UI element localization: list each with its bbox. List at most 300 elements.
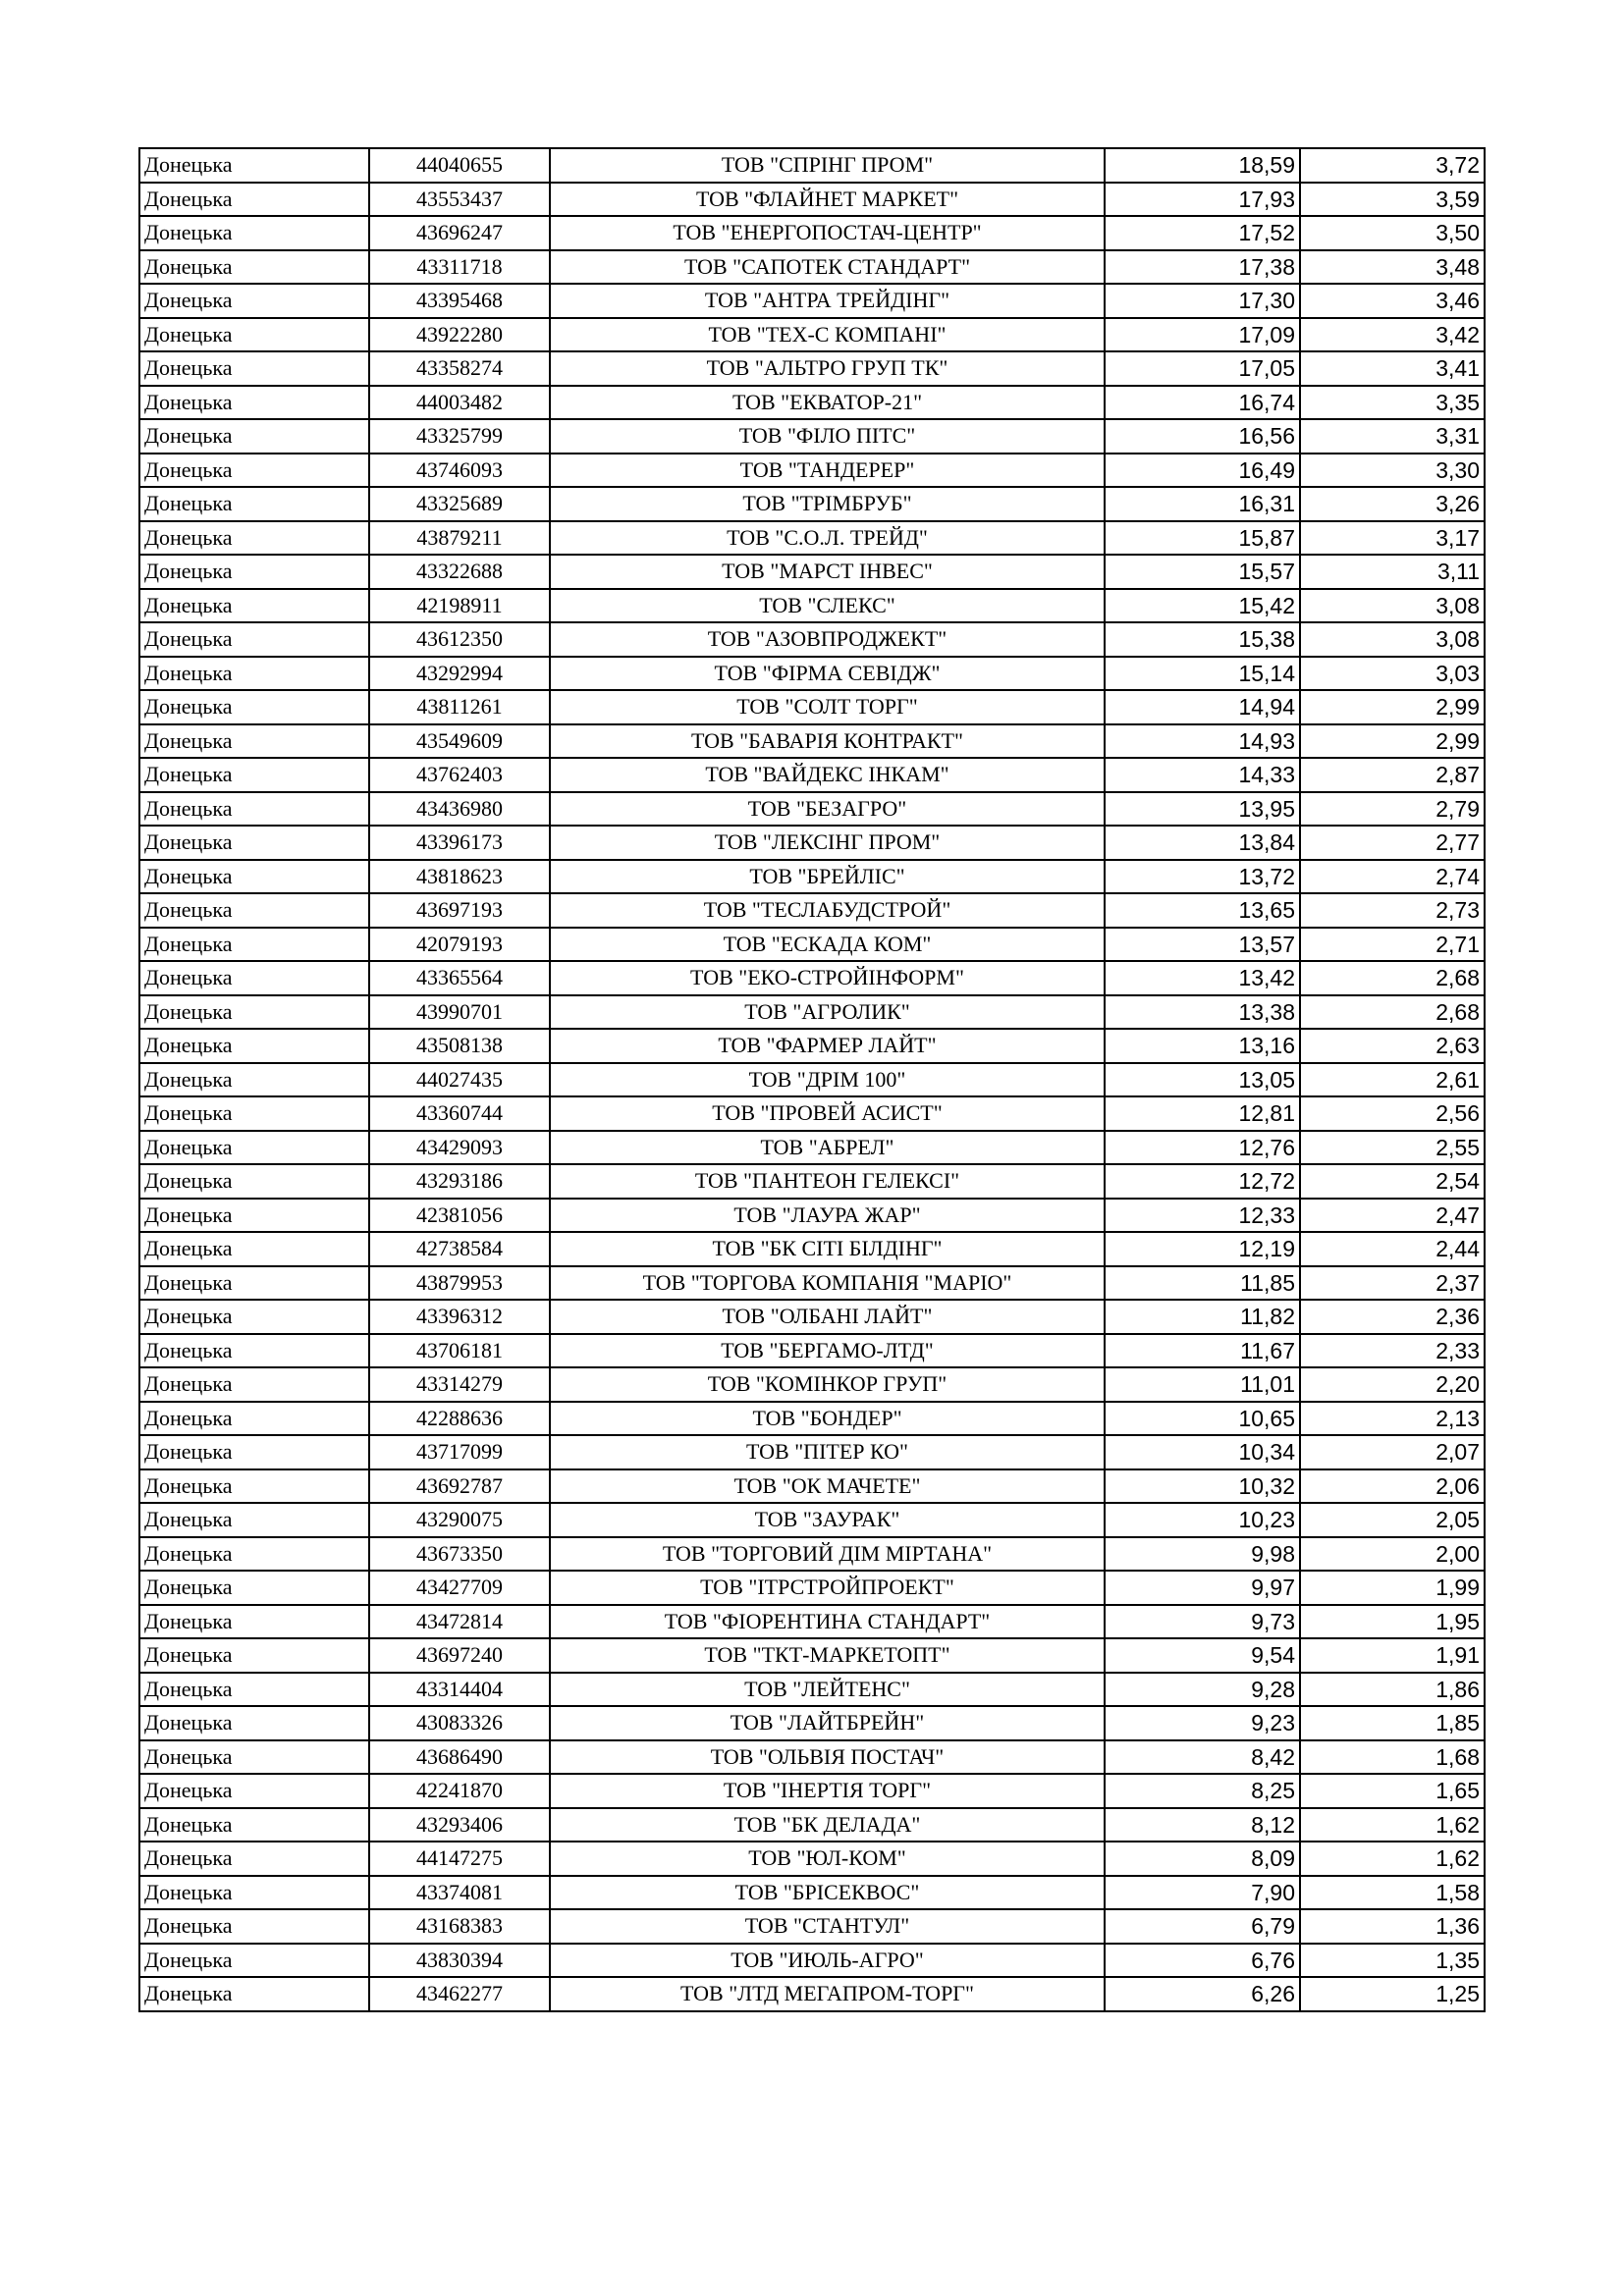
- table-row: [139, 792, 1485, 827]
- table-row: [139, 555, 1485, 589]
- table-row: [139, 1164, 1485, 1199]
- table-row: [139, 1977, 1485, 2011]
- region-cell: Донецька: [139, 1096, 369, 1131]
- value-1-cell: 7,90: [1105, 1876, 1300, 1910]
- region-cell: Донецька: [139, 386, 369, 420]
- value-2-cell: 1,86: [1300, 1673, 1485, 1707]
- value-2-cell: 2,68: [1300, 995, 1485, 1030]
- value-1-cell: 16,49: [1105, 454, 1300, 488]
- table-row: [139, 284, 1485, 318]
- value-2-cell: 3,11: [1300, 555, 1485, 589]
- company-name-cell: ТОВ "ЗАУРАК": [550, 1503, 1105, 1537]
- region-cell: Донецька: [139, 589, 369, 623]
- company-code-cell: 43314279: [369, 1367, 550, 1402]
- region-cell: Донецька: [139, 250, 369, 285]
- company-name-cell: ТОВ "ИЮЛЬ-АГРО": [550, 1944, 1105, 1978]
- value-1-cell: 15,57: [1105, 555, 1300, 589]
- company-name-cell: ТОВ "ОЛБАНІ ЛАЙТ": [550, 1300, 1105, 1334]
- company-name-cell: ТОВ "БОНДЕР": [550, 1402, 1105, 1436]
- value-2-cell: 2,99: [1300, 724, 1485, 759]
- region-cell: Донецька: [139, 351, 369, 386]
- company-code-cell: 44027435: [369, 1063, 550, 1097]
- value-2-cell: 3,59: [1300, 183, 1485, 217]
- region-cell: Донецька: [139, 1774, 369, 1808]
- company-name-cell: ТОВ "ПРОВЕЙ АСИСТ": [550, 1096, 1105, 1131]
- table-row: [139, 826, 1485, 860]
- company-code-cell: 42381056: [369, 1199, 550, 1233]
- table-row: [139, 1300, 1485, 1334]
- company-code-cell: 44147275: [369, 1842, 550, 1876]
- value-1-cell: 9,28: [1105, 1673, 1300, 1707]
- company-name-cell: ТОВ "ФЛАЙНЕТ МАРКЕТ": [550, 183, 1105, 217]
- value-2-cell: 3,46: [1300, 284, 1485, 318]
- table-row: [139, 657, 1485, 691]
- company-name-cell: ТОВ "АЛЬТРО ГРУП ТК": [550, 351, 1105, 386]
- company-name-cell: ТОВ "МАРСТ ІНВЕС": [550, 555, 1105, 589]
- table-row: [139, 1944, 1485, 1978]
- company-name-cell: ТОВ "ВАЙДЕКС ІНКАМ": [550, 758, 1105, 792]
- company-code-cell: 43553437: [369, 183, 550, 217]
- region-cell: Донецька: [139, 792, 369, 827]
- region-cell: Донецька: [139, 690, 369, 724]
- value-2-cell: 3,48: [1300, 250, 1485, 285]
- value-2-cell: 1,85: [1300, 1706, 1485, 1740]
- value-1-cell: 6,79: [1105, 1909, 1300, 1944]
- region-cell: Донецька: [139, 183, 369, 217]
- table-row: [139, 1232, 1485, 1266]
- region-cell: Донецька: [139, 995, 369, 1030]
- value-2-cell: 2,99: [1300, 690, 1485, 724]
- company-name-cell: ТОВ "ТОРГОВИЙ ДІМ МІРТАНА": [550, 1537, 1105, 1572]
- company-name-cell: ТОВ "ДРІМ 100": [550, 1063, 1105, 1097]
- company-name-cell: ТОВ "ТЕХ-С КОМПАНІ": [550, 318, 1105, 352]
- region-cell: Донецька: [139, 657, 369, 691]
- company-code-cell: 43462277: [369, 1977, 550, 2011]
- value-2-cell: 2,00: [1300, 1537, 1485, 1572]
- table-row: [139, 622, 1485, 657]
- value-2-cell: 3,42: [1300, 318, 1485, 352]
- value-1-cell: 12,76: [1105, 1131, 1300, 1165]
- value-2-cell: 2,61: [1300, 1063, 1485, 1097]
- table-row: [139, 758, 1485, 792]
- table-row: [139, 419, 1485, 454]
- region-cell: Донецька: [139, 1638, 369, 1673]
- company-code-cell: 43322688: [369, 555, 550, 589]
- region-cell: Донецька: [139, 284, 369, 318]
- table-row: [139, 1029, 1485, 1063]
- value-1-cell: 12,33: [1105, 1199, 1300, 1233]
- company-name-cell: ТОВ "БАВАРІЯ КОНТРАКТ": [550, 724, 1105, 759]
- value-1-cell: 18,59: [1105, 148, 1300, 183]
- table-row: [139, 1909, 1485, 1944]
- region-cell: Донецька: [139, 724, 369, 759]
- table-row: [139, 250, 1485, 285]
- table-row: [139, 1131, 1485, 1165]
- table-row: [139, 1571, 1485, 1605]
- value-1-cell: 17,38: [1105, 250, 1300, 285]
- table-row: [139, 1706, 1485, 1740]
- company-code-cell: 43612350: [369, 622, 550, 657]
- value-2-cell: 1,35: [1300, 1944, 1485, 1978]
- company-code-cell: 43083326: [369, 1706, 550, 1740]
- value-1-cell: 16,56: [1105, 419, 1300, 454]
- value-2-cell: 1,65: [1300, 1774, 1485, 1808]
- region-cell: Донецька: [139, 1469, 369, 1504]
- company-name-cell: ТОВ "ТОРГОВА КОМПАНІЯ "МАРІО": [550, 1266, 1105, 1301]
- company-code-cell: 43696247: [369, 216, 550, 250]
- company-name-cell: ТОВ "ФІЛО ПІТС": [550, 419, 1105, 454]
- company-code-cell: 43293186: [369, 1164, 550, 1199]
- value-2-cell: 2,71: [1300, 928, 1485, 962]
- company-code-cell: 43879211: [369, 521, 550, 556]
- company-name-cell: ТОВ "АНТРА ТРЕЙДІНГ": [550, 284, 1105, 318]
- company-name-cell: ТОВ "СПРІНГ ПРОМ": [550, 148, 1105, 183]
- company-code-cell: 43706181: [369, 1334, 550, 1368]
- value-1-cell: 11,67: [1105, 1334, 1300, 1368]
- value-1-cell: 6,76: [1105, 1944, 1300, 1978]
- table-row: [139, 995, 1485, 1030]
- table-row: [139, 1402, 1485, 1436]
- company-name-cell: ТОВ "ТАНДЕРЕР": [550, 454, 1105, 488]
- value-2-cell: 2,54: [1300, 1164, 1485, 1199]
- company-name-cell: ТОВ "СТАНТУЛ": [550, 1909, 1105, 1944]
- value-2-cell: 3,31: [1300, 419, 1485, 454]
- table-row: [139, 1435, 1485, 1469]
- region-cell: Донецька: [139, 1199, 369, 1233]
- value-2-cell: 2,77: [1300, 826, 1485, 860]
- company-code-cell: 43290075: [369, 1503, 550, 1537]
- company-name-cell: ТОВ "ТКТ-МАРКЕТОПТ": [550, 1638, 1105, 1673]
- company-name-cell: ТОВ "ЕКО-СТРОЙІНФОРМ": [550, 961, 1105, 995]
- value-2-cell: 2,05: [1300, 1503, 1485, 1537]
- company-code-cell: 44003482: [369, 386, 550, 420]
- region-cell: Донецька: [139, 1571, 369, 1605]
- region-cell: Донецька: [139, 419, 369, 454]
- company-name-cell: ТОВ "ФІОРЕНТИНА СТАНДАРТ": [550, 1605, 1105, 1639]
- value-1-cell: 13,16: [1105, 1029, 1300, 1063]
- value-1-cell: 13,72: [1105, 860, 1300, 894]
- table-row: [139, 690, 1485, 724]
- company-name-cell: ТОВ "ІТРСТРОЙПРОЕКТ": [550, 1571, 1105, 1605]
- company-code-cell: 43360744: [369, 1096, 550, 1131]
- region-cell: Донецька: [139, 1503, 369, 1537]
- value-2-cell: 2,20: [1300, 1367, 1485, 1402]
- region-cell: Донецька: [139, 1063, 369, 1097]
- region-cell: Донецька: [139, 1537, 369, 1572]
- value-1-cell: 14,94: [1105, 690, 1300, 724]
- company-code-cell: 43358274: [369, 351, 550, 386]
- company-code-cell: 43472814: [369, 1605, 550, 1639]
- region-cell: Донецька: [139, 961, 369, 995]
- table-row: [139, 521, 1485, 556]
- table-row: [139, 148, 1485, 183]
- region-cell: Донецька: [139, 1977, 369, 2011]
- table-row: [139, 724, 1485, 759]
- value-1-cell: 17,09: [1105, 318, 1300, 352]
- region-cell: Донецька: [139, 1605, 369, 1639]
- region-cell: Донецька: [139, 1944, 369, 1978]
- table-row: [139, 216, 1485, 250]
- company-code-cell: 43325689: [369, 487, 550, 521]
- table-row: [139, 351, 1485, 386]
- value-2-cell: 2,79: [1300, 792, 1485, 827]
- value-1-cell: 9,98: [1105, 1537, 1300, 1572]
- company-name-cell: ТОВ "БК ДЕЛАДА": [550, 1808, 1105, 1842]
- value-1-cell: 12,19: [1105, 1232, 1300, 1266]
- region-cell: Донецька: [139, 826, 369, 860]
- company-code-cell: 43429093: [369, 1131, 550, 1165]
- company-code-cell: 43395468: [369, 284, 550, 318]
- company-name-cell: ТОВ "ЛАЙТБРЕЙН": [550, 1706, 1105, 1740]
- value-2-cell: 3,03: [1300, 657, 1485, 691]
- value-2-cell: 2,56: [1300, 1096, 1485, 1131]
- table-row: [139, 318, 1485, 352]
- value-2-cell: 2,36: [1300, 1300, 1485, 1334]
- company-name-cell: ТОВ "БРІСЕКВОС": [550, 1876, 1105, 1910]
- value-1-cell: 10,32: [1105, 1469, 1300, 1504]
- table-row: [139, 1537, 1485, 1572]
- region-cell: Донецька: [139, 487, 369, 521]
- value-1-cell: 11,85: [1105, 1266, 1300, 1301]
- table-row: [139, 1469, 1485, 1504]
- value-1-cell: 8,42: [1105, 1740, 1300, 1775]
- company-name-cell: ТОВ "АБРЕЛ": [550, 1131, 1105, 1165]
- company-code-cell: 42198911: [369, 589, 550, 623]
- table-row: [139, 1673, 1485, 1707]
- table-row: [139, 928, 1485, 962]
- company-code-cell: 43922280: [369, 318, 550, 352]
- region-cell: Донецька: [139, 216, 369, 250]
- company-code-cell: 43508138: [369, 1029, 550, 1063]
- company-name-cell: ТОВ "ЮЛ-КОМ": [550, 1842, 1105, 1876]
- region-cell: Донецька: [139, 1266, 369, 1301]
- company-name-cell: ТОВ "СЛЕКС": [550, 589, 1105, 623]
- company-code-cell: 43686490: [369, 1740, 550, 1775]
- region-cell: Донецька: [139, 555, 369, 589]
- value-1-cell: 10,34: [1105, 1435, 1300, 1469]
- company-name-cell: ТОВ "ПІТЕР КО": [550, 1435, 1105, 1469]
- company-code-cell: 43311718: [369, 250, 550, 285]
- company-code-cell: 43396173: [369, 826, 550, 860]
- value-2-cell: 2,37: [1300, 1266, 1485, 1301]
- value-2-cell: 3,72: [1300, 148, 1485, 183]
- company-name-cell: ТОВ "БК СІТІ БІЛДІНГ": [550, 1232, 1105, 1266]
- region-cell: Донецька: [139, 1842, 369, 1876]
- value-2-cell: 2,07: [1300, 1435, 1485, 1469]
- value-1-cell: 10,23: [1105, 1503, 1300, 1537]
- company-name-cell: ТОВ "С.О.Л. ТРЕЙД": [550, 521, 1105, 556]
- value-2-cell: 2,55: [1300, 1131, 1485, 1165]
- value-1-cell: 15,14: [1105, 657, 1300, 691]
- value-1-cell: 8,09: [1105, 1842, 1300, 1876]
- company-code-cell: 43717099: [369, 1435, 550, 1469]
- region-cell: Донецька: [139, 1876, 369, 1910]
- company-name-cell: ТОВ "ТРІМБРУБ": [550, 487, 1105, 521]
- value-2-cell: 2,73: [1300, 893, 1485, 928]
- table-row: [139, 961, 1485, 995]
- company-code-cell: 43325799: [369, 419, 550, 454]
- value-2-cell: 3,17: [1300, 521, 1485, 556]
- company-name-cell: ТОВ "ТЕСЛАБУДСТРОЙ": [550, 893, 1105, 928]
- company-name-cell: ТОВ "ЛЕЙТЕНС": [550, 1673, 1105, 1707]
- region-cell: Донецька: [139, 1232, 369, 1266]
- region-cell: Донецька: [139, 1367, 369, 1402]
- company-code-cell: 43830394: [369, 1944, 550, 1978]
- company-code-cell: 43673350: [369, 1537, 550, 1572]
- table-row: [139, 1096, 1485, 1131]
- company-name-cell: ТОВ "ПАНТЕОН ГЕЛЕКСІ": [550, 1164, 1105, 1199]
- company-name-cell: ТОВ "БРЕЙЛІС": [550, 860, 1105, 894]
- value-1-cell: 13,95: [1105, 792, 1300, 827]
- company-name-cell: ТОВ "ОК МАЧЕТЕ": [550, 1469, 1105, 1504]
- value-1-cell: 12,81: [1105, 1096, 1300, 1131]
- value-2-cell: 3,26: [1300, 487, 1485, 521]
- value-1-cell: 14,93: [1105, 724, 1300, 759]
- company-name-cell: ТОВ "СОЛТ ТОРГ": [550, 690, 1105, 724]
- value-2-cell: 2,44: [1300, 1232, 1485, 1266]
- company-code-cell: 43692787: [369, 1469, 550, 1504]
- region-cell: Донецька: [139, 454, 369, 488]
- value-1-cell: 8,25: [1105, 1774, 1300, 1808]
- table-row: [139, 893, 1485, 928]
- value-2-cell: 1,68: [1300, 1740, 1485, 1775]
- company-code-cell: 43168383: [369, 1909, 550, 1944]
- value-1-cell: 15,42: [1105, 589, 1300, 623]
- table-row: [139, 386, 1485, 420]
- value-1-cell: 15,38: [1105, 622, 1300, 657]
- value-2-cell: 3,30: [1300, 454, 1485, 488]
- company-name-cell: ТОВ "ФАРМЕР ЛАЙТ": [550, 1029, 1105, 1063]
- value-2-cell: 2,87: [1300, 758, 1485, 792]
- table-row: [139, 1605, 1485, 1639]
- region-cell: Донецька: [139, 1029, 369, 1063]
- company-code-cell: 42738584: [369, 1232, 550, 1266]
- value-2-cell: 3,41: [1300, 351, 1485, 386]
- table-row: [139, 1266, 1485, 1301]
- table-row: [139, 1503, 1485, 1537]
- value-1-cell: 9,97: [1105, 1571, 1300, 1605]
- value-1-cell: 15,87: [1105, 521, 1300, 556]
- value-1-cell: 17,93: [1105, 183, 1300, 217]
- region-cell: Донецька: [139, 521, 369, 556]
- table-row: [139, 1334, 1485, 1368]
- company-name-cell: ТОВ "ЛТД МЕГАПРОМ-ТОРГ": [550, 1977, 1105, 2011]
- company-name-cell: ТОВ "ОЛЬВІЯ ПОСТАЧ": [550, 1740, 1105, 1775]
- value-2-cell: 1,36: [1300, 1909, 1485, 1944]
- company-name-cell: ТОВ "ЛЕКСІНГ ПРОМ": [550, 826, 1105, 860]
- value-2-cell: 1,25: [1300, 1977, 1485, 2011]
- value-2-cell: 2,47: [1300, 1199, 1485, 1233]
- company-name-cell: ТОВ "САПОТЕК СТАНДАРТ": [550, 250, 1105, 285]
- company-name-cell: ТОВ "АГРОЛИК": [550, 995, 1105, 1030]
- value-1-cell: 13,65: [1105, 893, 1300, 928]
- company-code-cell: 43365564: [369, 961, 550, 995]
- region-cell: Донецька: [139, 1164, 369, 1199]
- value-2-cell: 2,74: [1300, 860, 1485, 894]
- region-cell: Донецька: [139, 622, 369, 657]
- value-1-cell: 17,30: [1105, 284, 1300, 318]
- value-2-cell: 1,91: [1300, 1638, 1485, 1673]
- value-2-cell: 3,50: [1300, 216, 1485, 250]
- value-1-cell: 6,26: [1105, 1977, 1300, 2011]
- table-row: [139, 1063, 1485, 1097]
- company-code-cell: 43314404: [369, 1673, 550, 1707]
- value-2-cell: 3,35: [1300, 386, 1485, 420]
- value-2-cell: 1,95: [1300, 1605, 1485, 1639]
- company-code-cell: 43762403: [369, 758, 550, 792]
- value-1-cell: 10,65: [1105, 1402, 1300, 1436]
- value-1-cell: 17,05: [1105, 351, 1300, 386]
- company-code-cell: 43436980: [369, 792, 550, 827]
- value-2-cell: 2,06: [1300, 1469, 1485, 1504]
- region-cell: Донецька: [139, 758, 369, 792]
- table-row: [139, 589, 1485, 623]
- region-cell: Донецька: [139, 1402, 369, 1436]
- value-1-cell: 11,82: [1105, 1300, 1300, 1334]
- value-1-cell: 13,05: [1105, 1063, 1300, 1097]
- company-code-cell: 43697193: [369, 893, 550, 928]
- value-2-cell: 2,33: [1300, 1334, 1485, 1368]
- table-row: [139, 1876, 1485, 1910]
- table-row: [139, 487, 1485, 521]
- company-code-cell: 44040655: [369, 148, 550, 183]
- table-row: [139, 1808, 1485, 1842]
- value-2-cell: 3,08: [1300, 589, 1485, 623]
- region-cell: Донецька: [139, 1673, 369, 1707]
- table-row: [139, 1740, 1485, 1775]
- company-code-cell: 43293406: [369, 1808, 550, 1842]
- company-name-cell: ТОВ "БЕРГАМО-ЛТД": [550, 1334, 1105, 1368]
- region-cell: Донецька: [139, 928, 369, 962]
- company-name-cell: ТОВ "АЗОВПРОДЖЕКТ": [550, 622, 1105, 657]
- company-code-cell: 42241870: [369, 1774, 550, 1808]
- table-row: [139, 1842, 1485, 1876]
- value-2-cell: 1,58: [1300, 1876, 1485, 1910]
- value-1-cell: 14,33: [1105, 758, 1300, 792]
- value-1-cell: 9,73: [1105, 1605, 1300, 1639]
- table-row: [139, 1367, 1485, 1402]
- value-2-cell: 2,63: [1300, 1029, 1485, 1063]
- value-2-cell: 2,13: [1300, 1402, 1485, 1436]
- company-name-cell: ТОВ "БЕЗАГРО": [550, 792, 1105, 827]
- region-cell: Донецька: [139, 1435, 369, 1469]
- table-row: [139, 1774, 1485, 1808]
- region-cell: Донецька: [139, 1131, 369, 1165]
- value-1-cell: 9,54: [1105, 1638, 1300, 1673]
- company-table: [138, 147, 1486, 2012]
- company-name-cell: ТОВ "КОМІНКОР ГРУП": [550, 1367, 1105, 1402]
- company-code-cell: 43427709: [369, 1571, 550, 1605]
- company-code-cell: 42079193: [369, 928, 550, 962]
- company-code-cell: 43879953: [369, 1266, 550, 1301]
- company-table-body: [139, 148, 1485, 2011]
- company-code-cell: 43811261: [369, 690, 550, 724]
- region-cell: Донецька: [139, 893, 369, 928]
- value-2-cell: 1,62: [1300, 1808, 1485, 1842]
- company-code-cell: 43818623: [369, 860, 550, 894]
- table-row: [139, 454, 1485, 488]
- value-1-cell: 8,12: [1105, 1808, 1300, 1842]
- company-name-cell: ТОВ "ІНЕРТІЯ ТОРГ": [550, 1774, 1105, 1808]
- company-code-cell: 42288636: [369, 1402, 550, 1436]
- value-1-cell: 13,38: [1105, 995, 1300, 1030]
- company-code-cell: 43990701: [369, 995, 550, 1030]
- region-cell: Донецька: [139, 1706, 369, 1740]
- value-1-cell: 13,84: [1105, 826, 1300, 860]
- value-1-cell: 12,72: [1105, 1164, 1300, 1199]
- company-code-cell: 43396312: [369, 1300, 550, 1334]
- value-1-cell: 16,31: [1105, 487, 1300, 521]
